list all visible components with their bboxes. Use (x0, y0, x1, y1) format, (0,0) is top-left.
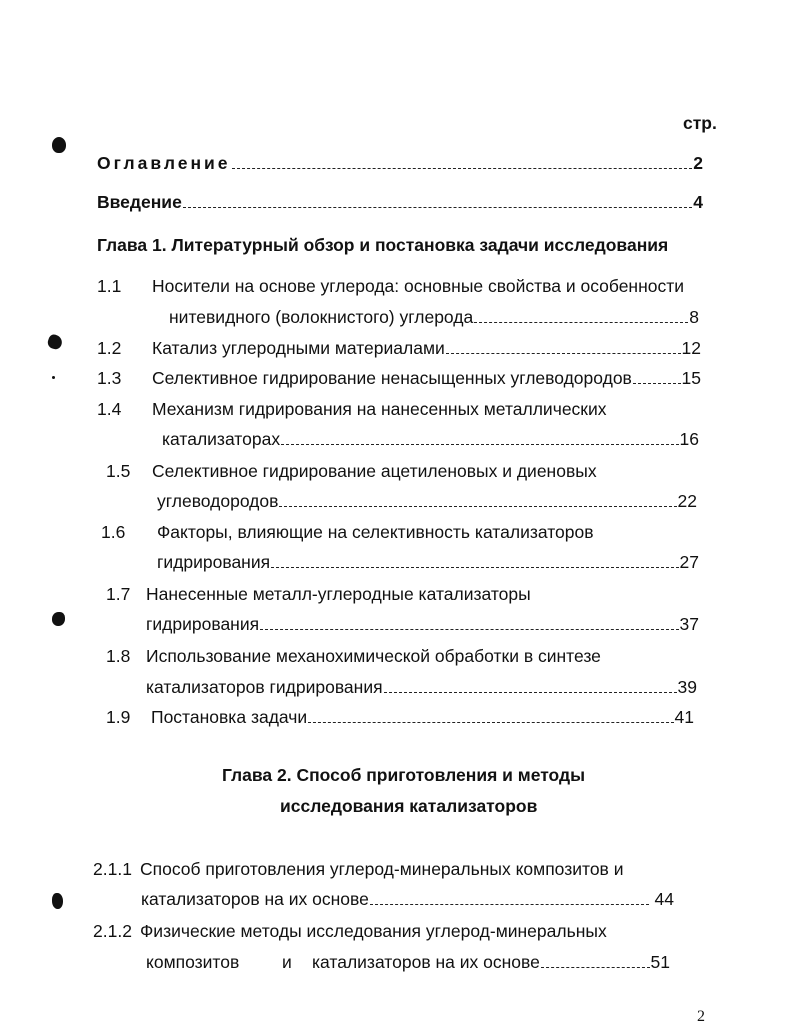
leader-dots (541, 967, 650, 968)
toc-entry-page: 51 (650, 952, 670, 972)
toc-entry-page: 39 (677, 677, 697, 697)
section-title-cont: гидрирования (146, 614, 260, 634)
section-title: Постановка задачи (151, 707, 308, 727)
section-number: 1.9 (106, 707, 131, 727)
toc-entry-1-4 (162, 429, 699, 450)
toc-entry-1-7 (146, 614, 699, 635)
section-title-cont: катализаторов на их основе (312, 952, 540, 972)
toc-entry-page: 4 (693, 192, 703, 212)
section-number: 1.5 (106, 461, 131, 481)
section-title: Носители на основе углерода: основные свойства и особенности (152, 276, 685, 296)
leader-dots (446, 353, 681, 354)
section-number: 1.1 (97, 276, 122, 296)
leader-dots (279, 506, 676, 507)
toc-entry-page: 2 (693, 153, 703, 173)
page-number: 2 (697, 1008, 705, 1025)
leader-dots (384, 692, 677, 693)
section-number: 1.7 (106, 584, 131, 604)
toc-entry-page: 8 (689, 307, 699, 327)
toc-entry-page: 27 (679, 552, 699, 572)
section-title: Факторы, влияющие на селективность катализаторов (157, 522, 594, 542)
section-title: Способ приготовления углерод-минеральных композитов и (140, 859, 624, 879)
leader-dots (183, 207, 692, 208)
leader-dots (260, 629, 678, 630)
section-title-cont: гидрирования (157, 552, 271, 572)
section-title: Использование механохимической обработки в синтезе (146, 646, 601, 666)
toc-entry-page: 44 (654, 889, 674, 909)
page-label: стр. (683, 113, 717, 133)
section-title: Механизм гидрирования на нанесенных металлических (152, 399, 607, 419)
scan-blot (52, 376, 55, 379)
chapter-2-title: Глава 2. Способ приготовления и методы (222, 765, 586, 785)
section-title-cont: катализаторов гидрирования (146, 677, 383, 697)
toc-entry-page: 41 (674, 707, 694, 727)
chapter-1-title: Глава 1. Литературный обзор и постановка задачи исследования (97, 235, 669, 255)
leader-dots (232, 168, 693, 169)
section-title-cont: и (282, 952, 292, 972)
section-title-cont: композитов (146, 952, 240, 972)
toc-entry-page: 37 (679, 614, 699, 634)
toc-entry-page: 16 (679, 429, 699, 449)
toc-entry-page: 15 (681, 368, 701, 388)
toc-entry-1-2 (152, 338, 701, 359)
section-number: 2.1.2 (93, 921, 132, 941)
leader-dots (633, 383, 681, 384)
toc-entry-2-1-1 (141, 889, 674, 910)
section-title: Селективное гидрирование ненасыщенных углеводородов (152, 368, 632, 388)
section-title: Нанесенные металл-углеродные катализаторы (146, 584, 531, 604)
scan-blot (52, 612, 65, 626)
toc-entry-1-5 (157, 491, 697, 512)
leader-dots (370, 904, 649, 905)
toc-entry-1-9 (151, 707, 694, 728)
toc-entry-1-8 (146, 677, 697, 698)
toc-entry-page: 12 (681, 338, 701, 358)
section-number: 2.1.1 (93, 859, 132, 879)
toc-entry-intro (97, 192, 703, 213)
leader-dots (281, 444, 678, 445)
toc-entry-2-1-2 (312, 952, 670, 973)
section-title: Селективное гидрирование ацетиленовых и диеновых (152, 461, 597, 481)
toc-entry-contents (97, 153, 703, 174)
section-title-cont: нитевидного (волокнистого) углерода (169, 307, 474, 327)
leader-dots (308, 722, 673, 723)
toc-entry-1-3 (152, 368, 701, 389)
scan-blot (52, 893, 63, 909)
scan-blot (46, 333, 64, 351)
chapter-2-title-cont: исследования катализаторов (280, 796, 538, 816)
toc-entry-title: Оглавление (97, 153, 231, 173)
section-number: 1.6 (101, 522, 126, 542)
toc-entry-page: 22 (677, 491, 697, 511)
section-title-cont: углеводородов (157, 491, 279, 511)
section-number: 1.4 (97, 399, 122, 419)
section-number: 1.3 (97, 368, 122, 388)
section-number: 1.8 (106, 646, 131, 666)
toc-entry-1-6 (157, 552, 699, 573)
leader-dots (271, 567, 678, 568)
toc-entry-title: Введение (97, 192, 182, 212)
scan-blot (52, 137, 66, 153)
section-title-cont: катализаторах (162, 429, 281, 449)
section-title: Катализ углеродными материалами (152, 338, 445, 358)
section-number: 1.2 (97, 338, 122, 358)
toc-entry-1-1 (169, 307, 699, 328)
section-title: Физические методы исследования углерод-минеральных (140, 921, 607, 941)
leader-dots (474, 322, 688, 323)
section-title-cont: катализаторов на их основе (141, 889, 369, 909)
